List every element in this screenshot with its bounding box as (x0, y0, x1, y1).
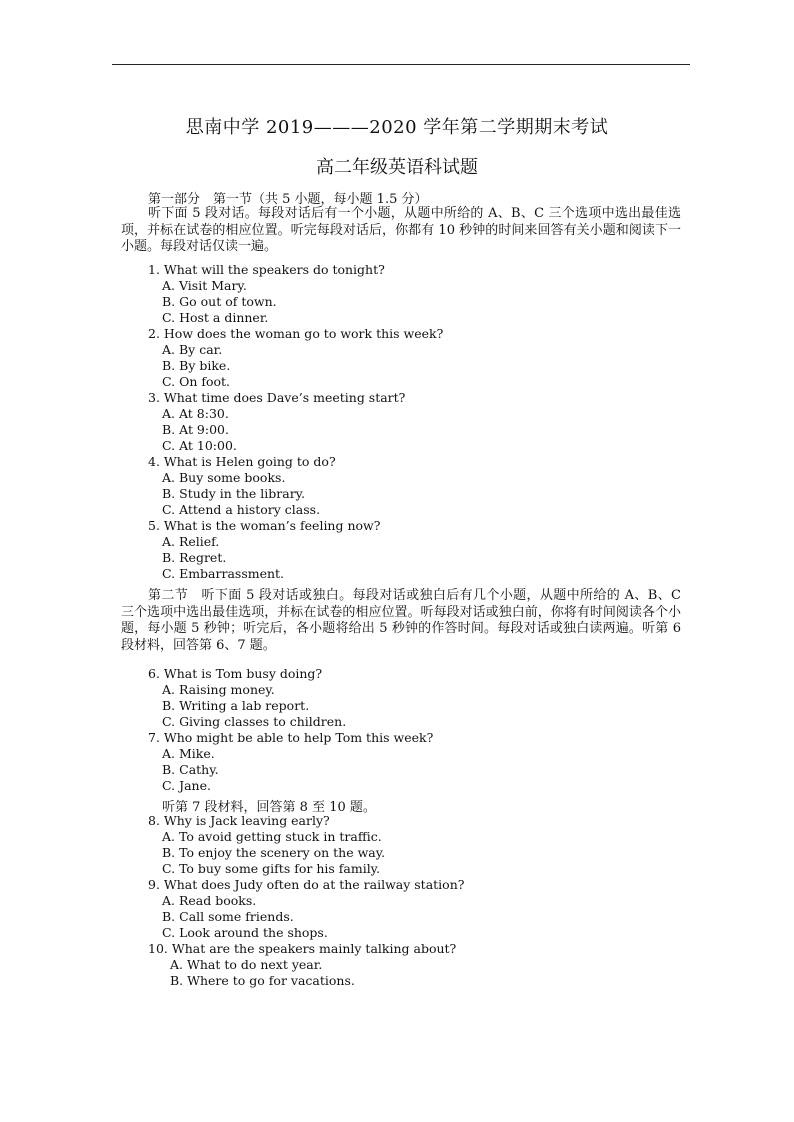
question-text: 4. What is Helen going to do? (148, 454, 336, 469)
question-item (148, 666, 433, 730)
section-heading: 第一部分 第一节（共 5 小题，每小题 1.5 分） (148, 192, 428, 207)
option-a: A. Buy some books. (162, 470, 286, 485)
question-item (148, 941, 464, 989)
option-c: C. Giving classes to children. (162, 714, 347, 729)
option-b: B. Cathy. (162, 762, 219, 777)
question-text: 1. What will the speakers do tonight? (148, 262, 385, 277)
section2-instructions: 第二节 听下面 5 段对话或独白。每段对话或独白后有几个小题，从题中所给的 A、B、C 三个选项中选出最佳选项，并标在试卷的相应位置。听每段对话或独白前，你将有时间阅读各个小题，每小题 5 秒钟；听完后，各小题将给出 5 秒钟的作答时间。每段对话或独白读两遍。听第 6 段材料，回答第 6、7 题。 (121, 588, 681, 653)
option-c: C. At 10:00. (162, 438, 237, 453)
option-c: C. Attend a history class. (162, 502, 321, 517)
option-c: C. Embarrassment. (162, 566, 285, 581)
option-a: A. At 8:30. (162, 406, 229, 421)
option-a: A. To avoid getting stuck in traffic. (162, 829, 382, 844)
option-b: B. Study in the library. (162, 486, 306, 501)
question-list-1-5 (148, 262, 443, 582)
header-rule (112, 64, 690, 65)
option-b: B. Where to go for vacations. (170, 973, 355, 988)
option-a: A. Read books. (162, 893, 257, 908)
option-b: B. Call some friends. (162, 909, 294, 924)
question-text: 6. What is Tom busy doing? (148, 666, 323, 681)
exam-subtitle: 高二年级英语科试题 (316, 157, 478, 178)
question-text: 2. How does the woman go to work this week? (148, 326, 444, 341)
question-item (148, 877, 464, 941)
option-b: B. Go out of town. (162, 294, 277, 309)
question-item (148, 326, 443, 390)
question-item (148, 454, 443, 518)
material-note: 听第 7 段材料，回答第 8 至 10 题。 (162, 800, 376, 815)
option-b: B. Regret. (162, 550, 227, 565)
section1-instructions: 听下面 5 段对话。每段对话后有一个小题，从题中所给的 A、B、C 三个选项中选出最佳选项，并标在试卷的相应位置。听完每段对话后，你都有 10 秒钟的时间来回答有关小题和阅读下一小题。每段对话仅读一遍。 (121, 206, 681, 254)
option-c: C. To buy some gifts for his family. (162, 861, 381, 876)
exam-title: 思南中学 2019———2020 学年第二学期期末考试 (185, 117, 609, 138)
option-b: B. At 9:00. (162, 422, 229, 437)
question-item (148, 813, 464, 877)
option-b: B. To enjoy the scenery on the way. (162, 845, 386, 860)
option-c: C. Host a dinner. (162, 310, 269, 325)
option-a: A. Relief. (162, 534, 220, 549)
question-text: 10. What are the speakers mainly talking about? (148, 941, 457, 956)
option-a: A. Visit Mary. (162, 278, 247, 293)
option-a: A. By car. (162, 342, 223, 357)
option-a: A. What to do next year. (170, 957, 323, 972)
option-a: A. Mike. (162, 746, 215, 761)
option-c: C. On foot. (162, 374, 231, 389)
question-text: 5. What is the woman’s feeling now? (148, 518, 381, 533)
option-b: B. Writing a lab report. (162, 698, 310, 713)
option-b: B. By bike. (162, 358, 231, 373)
question-text: 7. Who might be able to help Tom this week? (148, 730, 434, 745)
question-text: 8. Why is Jack leaving early? (148, 813, 330, 828)
option-c: C. Look around the shops. (162, 925, 328, 940)
question-list-6-7 (148, 666, 433, 794)
question-text: 9. What does Judy often do at the railway station? (148, 877, 465, 892)
question-item (148, 518, 443, 582)
question-item (148, 730, 433, 794)
option-c: C. Jane. (162, 778, 211, 793)
question-item (148, 390, 443, 454)
option-a: A. Raising money. (162, 682, 275, 697)
question-text: 3. What time does Dave’s meeting start? (148, 390, 406, 405)
question-list-8-10 (148, 813, 464, 989)
question-item (148, 262, 443, 326)
